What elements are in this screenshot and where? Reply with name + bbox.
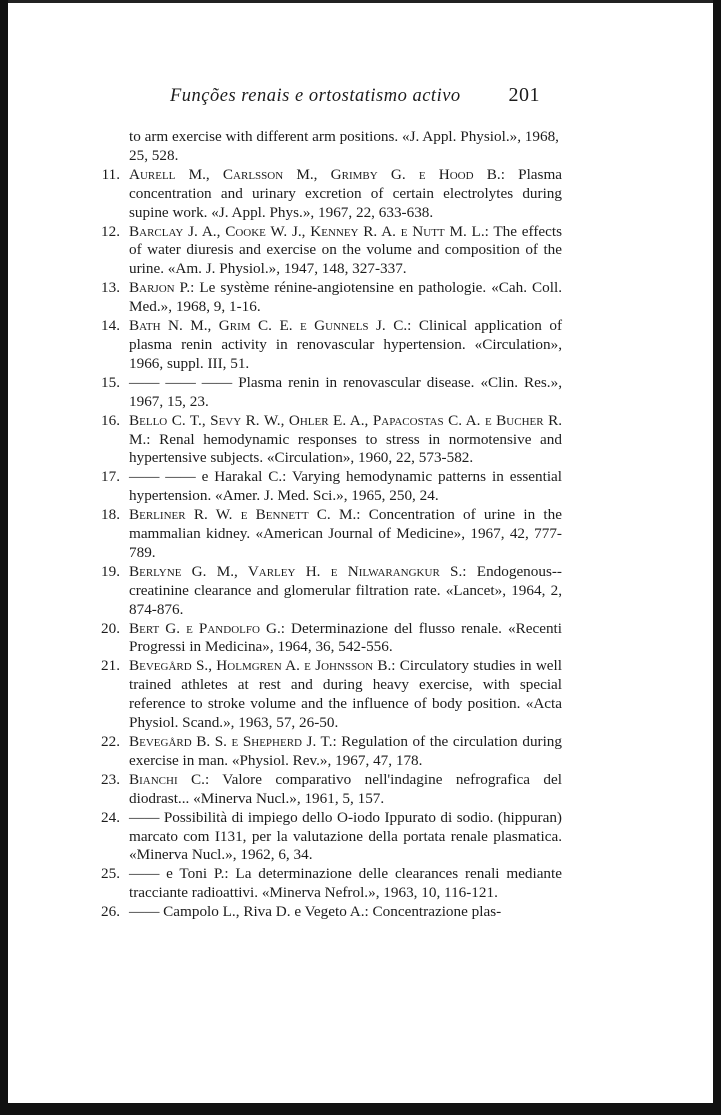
reference-text	[129, 733, 562, 771]
page-number: 201	[508, 84, 540, 106]
reference-number: 12.	[101, 222, 120, 240]
reference-entry	[92, 279, 562, 317]
reference-number: 15.	[101, 373, 120, 391]
running-head	[170, 84, 540, 112]
reference-authors: Berliner R. W. e Bennett C. M.:	[129, 506, 361, 524]
reference-text	[129, 468, 562, 506]
reference-authors: Bianchi C.:	[129, 770, 210, 788]
reference-text	[129, 903, 562, 922]
reference-text	[129, 412, 562, 469]
reference-text	[129, 809, 562, 866]
reference-number: 25.	[101, 865, 120, 883]
reference-list	[92, 128, 562, 922]
reference-continuation: to arm exercise with different arm positions. «J. Appl. Physiol.», 1968, 25, 528.	[129, 128, 559, 164]
reference-number: 11.	[101, 165, 120, 183]
reference-authors: Bevegård S., Holmgren A. e Johnsson B.:	[129, 657, 396, 675]
reference-number: 21.	[101, 657, 120, 675]
reference-number: 18.	[101, 506, 120, 524]
reference-authors: Bello C. T., Sevy R. W., Ohler E. A., Papacostas C. A. e Bucher R. M.:	[129, 411, 562, 448]
reference-authors: Aurell M., Carlsson M., Grimby G. e Hood B.:	[129, 165, 505, 183]
reference-entry	[92, 506, 562, 563]
reference-text	[129, 865, 562, 903]
reference-entry	[92, 657, 562, 733]
reference-entry	[92, 563, 562, 620]
scan-border-bottom	[0, 1103, 721, 1115]
reference-text	[129, 223, 562, 280]
reference-number: 14.	[101, 317, 120, 335]
reference-authors: Berlyne G. M., Varley H. e Nilwarangkur S.:	[129, 562, 467, 580]
scan-border-top	[0, 0, 721, 3]
reference-citation: Le système rénine-angiotensine en pathologie. «Cah. Coll. Med.», 1968, 9, 1-16.	[129, 279, 562, 316]
reference-text	[129, 317, 562, 374]
reference-citation: —— e Toni P.: La determinazione delle clearances renali mediante tracciante radioattivi. «Minerva Nefrol.», 1963, 10, 116-121.	[129, 865, 562, 902]
reference-text	[129, 657, 562, 733]
reference-authors: Bevegård B. S. e Shepherd J. T.:	[129, 733, 337, 750]
running-title: Funções renais e ortostatismo activo	[170, 86, 461, 106]
reference-authors: Barjon P.:	[129, 279, 195, 297]
reference-citation: Concentration of urine in the mammalian kidney. «American Journal of Medicine», 1967, 42, 777-789.	[129, 506, 562, 561]
reference-entry	[92, 317, 562, 374]
reference-citation: —— Campolo L., Riva D. e Vegeto A.: Concentrazione plas-	[129, 903, 502, 921]
reference-entry	[92, 733, 562, 771]
reference-text	[129, 279, 562, 317]
reference-text	[129, 166, 562, 223]
reference-number: 23.	[101, 770, 120, 788]
reference-entry	[92, 809, 562, 866]
reference-citation: Valore comparativo nell'indagine nefrografica del diodrast... «Minerva Nucl.», 1961, 5, 157.	[129, 770, 562, 807]
reference-number: 26.	[101, 903, 120, 921]
reference-number: 22.	[101, 733, 120, 750]
reference-number: 24.	[101, 808, 120, 826]
reference-authors: Bath N. M., Grim C. E. e Gunnels J. C.:	[129, 317, 412, 335]
reference-citation: Determinazione del flusso renale. «Recenti Progressi in Medicina», 1964, 36, 542-556.	[129, 619, 562, 656]
reference-text	[129, 374, 562, 412]
reference-citation: —— —— e Harakal C.: Varying hemodynamic patterns in essential hypertension. «Amer. J. Med. Sci.», 1965, 250, 24.	[129, 468, 562, 505]
reference-authors: Bert G. e Pandolfo G.:	[129, 619, 285, 637]
reference-text	[129, 506, 562, 563]
reference-text	[129, 620, 562, 658]
reference-entry	[92, 374, 562, 412]
reference-number: 16.	[101, 411, 120, 429]
reference-entries	[92, 166, 562, 922]
reference-citation: The effects of water diuresis and exercise on the volume and composition of the urine. «Am. J. Physiol.», 1947, 148, 327-337.	[129, 222, 563, 278]
reference-entry	[92, 903, 562, 922]
reference-citation: Circulatory studies in well trained athletes at rest and during heavy exercise, with special reference to stroke volume and the influence of body position. «Acta Physiol. Scand.», 1963, 57, 26-50.	[129, 657, 562, 732]
reference-number: 19.	[101, 562, 120, 580]
reference-citation: Plasma concentration and urinary excretion of certain electrolytes during supine work. «J. Appl. Phys.», 1967, 22, 633-638.	[129, 165, 562, 221]
reference-authors: Barclay J. A., Cooke W. J., Kenney R. A. e Nutt M. L.:	[129, 222, 489, 240]
reference-entry	[92, 620, 562, 658]
reference-entry	[92, 223, 562, 280]
reference-number: 17.	[101, 468, 120, 486]
reference-entry	[92, 166, 562, 223]
reference-entry	[92, 771, 562, 809]
reference-entry	[92, 468, 562, 506]
reference-entry	[92, 412, 562, 469]
reference-text	[129, 771, 562, 809]
reference-text	[129, 563, 562, 620]
scan-border-left	[0, 0, 8, 1115]
reference-entry	[92, 865, 562, 903]
reference-citation: —— —— —— Plasma renin in renovascular disease. «Clin. Res.», 1967, 15, 23.	[129, 373, 562, 410]
reference-number: 13.	[101, 279, 120, 297]
reference-citation: Clinical application of plasma renin activity in renovascular hypertension. «Circulation», 1966, suppl. III, 51.	[129, 317, 563, 372]
reference-citation: Regulation of the circulation during exercise in man. «Physiol. Rev.», 1967, 47, 178.	[129, 733, 562, 769]
reference-number: 20.	[101, 619, 120, 637]
reference-citation: Renal hemodynamic responses to stress in normotensive and hypertensive subjects. «Circulation», 1960, 22, 573-582.	[129, 430, 562, 467]
reference-citation: Endogenous--creatinine clearance and glomerular filtration rate. «Lancet», 1964, 2, 874-876.	[129, 562, 562, 618]
scan-border-right	[713, 0, 721, 1115]
reference-citation: —— Possibilità di impiego dello O-iodo Ippurato di sodio. (hippuran) marcato com I131, per la valutazione della portata renale plasmatica. «Minerva Nucl.», 1962, 6, 34.	[129, 808, 562, 864]
